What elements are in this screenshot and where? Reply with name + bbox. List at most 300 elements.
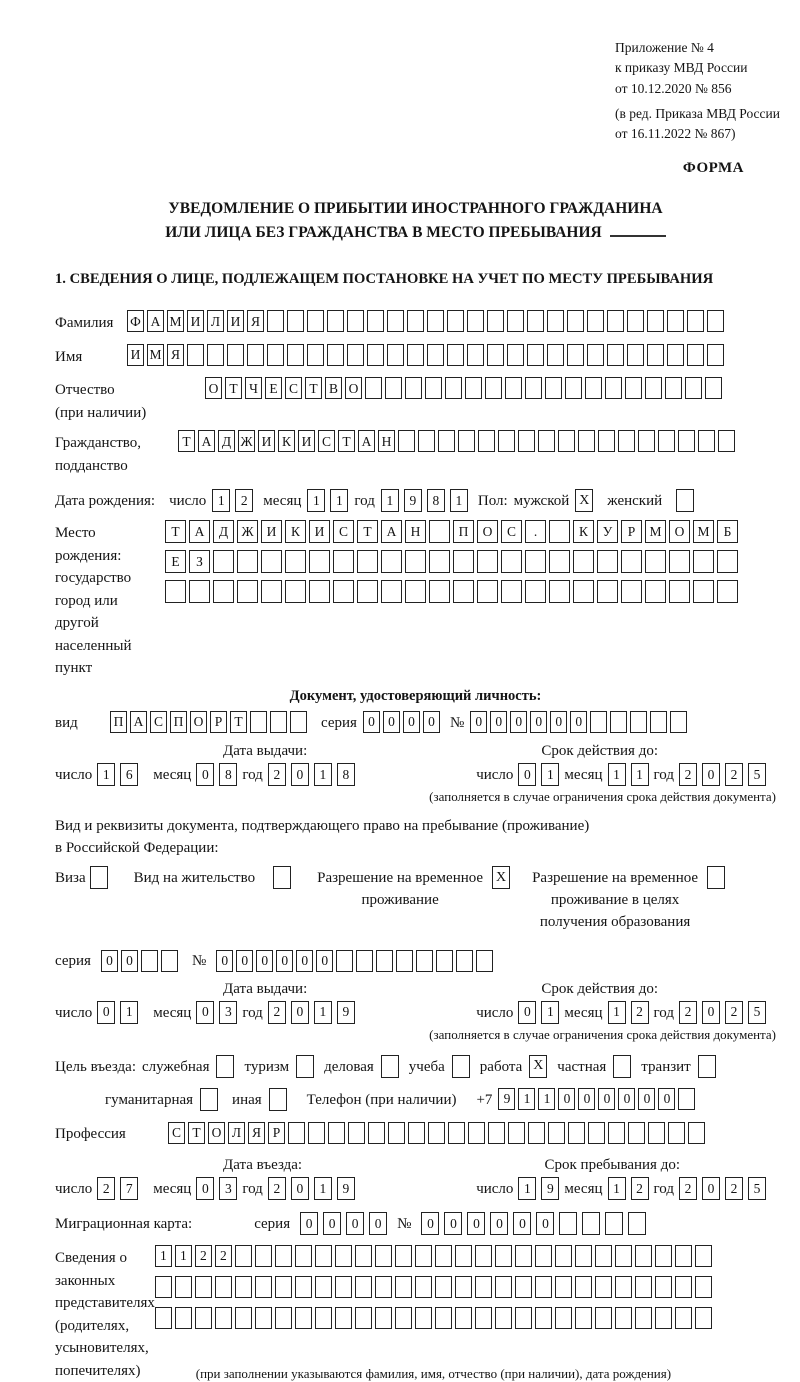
char-box[interactable] bbox=[597, 550, 618, 573]
char-box[interactable] bbox=[387, 344, 404, 366]
char-box[interactable] bbox=[549, 550, 570, 573]
char-box[interactable]: К bbox=[573, 520, 594, 543]
option-temp-residence-checkbox[interactable]: X bbox=[492, 866, 510, 889]
char-box[interactable] bbox=[250, 711, 267, 733]
char-box[interactable] bbox=[575, 1276, 592, 1298]
char-box[interactable] bbox=[668, 1122, 685, 1144]
char-box[interactable]: В bbox=[325, 377, 342, 399]
char-box[interactable] bbox=[475, 1307, 492, 1329]
char-box[interactable]: 1 bbox=[450, 489, 468, 512]
char-box[interactable]: 0 bbox=[702, 1001, 720, 1024]
char-box[interactable] bbox=[235, 1307, 252, 1329]
char-box[interactable]: Т bbox=[225, 377, 242, 399]
char-box[interactable] bbox=[267, 344, 284, 366]
char-box[interactable]: 1 bbox=[97, 763, 115, 786]
char-box[interactable] bbox=[207, 344, 224, 366]
char-box[interactable]: 9 bbox=[337, 1001, 355, 1024]
char-box[interactable] bbox=[610, 711, 627, 733]
char-box[interactable]: 0 bbox=[291, 1177, 309, 1200]
char-box[interactable]: Т bbox=[338, 430, 355, 452]
char-box[interactable]: 2 bbox=[679, 763, 697, 786]
char-box[interactable] bbox=[645, 580, 666, 603]
char-box[interactable] bbox=[429, 520, 450, 543]
char-box[interactable]: 0 bbox=[300, 1212, 318, 1235]
char-box[interactable] bbox=[468, 1122, 485, 1144]
char-box[interactable] bbox=[585, 377, 602, 399]
char-box[interactable] bbox=[477, 550, 498, 573]
char-box[interactable]: 1 bbox=[518, 1177, 536, 1200]
char-box[interactable] bbox=[545, 377, 562, 399]
char-box[interactable] bbox=[501, 550, 522, 573]
char-box[interactable]: 0 bbox=[121, 950, 138, 972]
purpose-humanitarian-checkbox[interactable] bbox=[200, 1088, 218, 1111]
char-box[interactable]: 0 bbox=[702, 1177, 720, 1200]
char-box[interactable] bbox=[605, 377, 622, 399]
char-box[interactable]: 0 bbox=[550, 711, 567, 733]
char-box[interactable] bbox=[635, 1307, 652, 1329]
char-box[interactable]: 2 bbox=[268, 763, 286, 786]
char-box[interactable] bbox=[647, 310, 664, 332]
char-box[interactable] bbox=[429, 550, 450, 573]
char-box[interactable]: 1 bbox=[608, 763, 626, 786]
char-box[interactable] bbox=[398, 430, 415, 452]
sex-male-checkbox[interactable]: X bbox=[575, 489, 593, 512]
char-box[interactable]: 2 bbox=[215, 1245, 232, 1267]
char-box[interactable] bbox=[675, 1276, 692, 1298]
char-box[interactable] bbox=[547, 344, 564, 366]
char-box[interactable]: И bbox=[127, 344, 144, 366]
char-box[interactable] bbox=[347, 344, 364, 366]
char-box[interactable] bbox=[141, 950, 158, 972]
char-box[interactable] bbox=[507, 310, 524, 332]
char-box[interactable] bbox=[527, 344, 544, 366]
char-box[interactable] bbox=[405, 580, 426, 603]
char-box[interactable] bbox=[415, 1245, 432, 1267]
char-box[interactable]: 7 bbox=[120, 1177, 138, 1200]
char-box[interactable] bbox=[335, 1276, 352, 1298]
char-box[interactable]: 0 bbox=[383, 711, 400, 733]
char-box[interactable]: 0 bbox=[196, 763, 214, 786]
char-box[interactable] bbox=[375, 1307, 392, 1329]
char-box[interactable] bbox=[495, 1276, 512, 1298]
char-box[interactable] bbox=[375, 1245, 392, 1267]
char-box[interactable]: Л bbox=[207, 310, 224, 332]
char-box[interactable]: 2 bbox=[679, 1001, 697, 1024]
char-box[interactable]: Ж bbox=[237, 520, 258, 543]
char-box[interactable]: . bbox=[525, 520, 546, 543]
char-box[interactable]: 0 bbox=[536, 1212, 554, 1235]
char-box[interactable]: Д bbox=[213, 520, 234, 543]
char-box[interactable]: 8 bbox=[427, 489, 445, 512]
char-box[interactable]: 3 bbox=[219, 1001, 237, 1024]
char-box[interactable]: Р bbox=[621, 520, 642, 543]
char-box[interactable] bbox=[717, 550, 738, 573]
char-box[interactable] bbox=[235, 1245, 252, 1267]
char-box[interactable] bbox=[447, 344, 464, 366]
char-box[interactable] bbox=[290, 711, 307, 733]
char-box[interactable]: З bbox=[189, 550, 210, 573]
char-box[interactable] bbox=[695, 1307, 712, 1329]
char-box[interactable] bbox=[487, 344, 504, 366]
char-box[interactable]: У bbox=[597, 520, 618, 543]
char-box[interactable] bbox=[667, 310, 684, 332]
char-box[interactable]: 0 bbox=[490, 711, 507, 733]
char-box[interactable]: Я bbox=[247, 310, 264, 332]
char-box[interactable] bbox=[648, 1122, 665, 1144]
char-box[interactable]: 0 bbox=[530, 711, 547, 733]
char-box[interactable] bbox=[507, 344, 524, 366]
char-box[interactable]: М bbox=[645, 520, 666, 543]
char-box[interactable] bbox=[315, 1245, 332, 1267]
char-box[interactable] bbox=[161, 950, 178, 972]
char-box[interactable] bbox=[495, 1245, 512, 1267]
char-box[interactable]: 1 bbox=[538, 1088, 555, 1110]
char-box[interactable] bbox=[309, 550, 330, 573]
char-box[interactable] bbox=[549, 580, 570, 603]
char-box[interactable] bbox=[678, 430, 695, 452]
char-box[interactable] bbox=[630, 711, 647, 733]
char-box[interactable] bbox=[573, 580, 594, 603]
char-box[interactable] bbox=[615, 1245, 632, 1267]
char-box[interactable]: О bbox=[205, 377, 222, 399]
char-box[interactable] bbox=[227, 344, 244, 366]
char-box[interactable] bbox=[575, 1307, 592, 1329]
char-box[interactable] bbox=[549, 520, 570, 543]
char-box[interactable] bbox=[567, 344, 584, 366]
char-box[interactable]: 0 bbox=[518, 1001, 536, 1024]
char-box[interactable]: 1 bbox=[381, 489, 399, 512]
char-box[interactable] bbox=[295, 1307, 312, 1329]
char-box[interactable] bbox=[448, 1122, 465, 1144]
char-box[interactable] bbox=[658, 430, 675, 452]
char-box[interactable]: 1 bbox=[155, 1245, 172, 1267]
char-box[interactable]: 2 bbox=[725, 1177, 743, 1200]
char-box[interactable]: А bbox=[198, 430, 215, 452]
char-box[interactable]: Н bbox=[405, 520, 426, 543]
char-box[interactable] bbox=[255, 1245, 272, 1267]
char-box[interactable]: 0 bbox=[598, 1088, 615, 1110]
char-box[interactable]: 1 bbox=[120, 1001, 138, 1024]
char-box[interactable] bbox=[635, 1276, 652, 1298]
char-box[interactable]: Л bbox=[228, 1122, 245, 1144]
char-box[interactable]: 0 bbox=[256, 950, 273, 972]
char-box[interactable]: 8 bbox=[337, 763, 355, 786]
char-box[interactable]: О bbox=[208, 1122, 225, 1144]
char-box[interactable] bbox=[418, 430, 435, 452]
char-box[interactable] bbox=[275, 1307, 292, 1329]
char-box[interactable] bbox=[355, 1307, 372, 1329]
char-box[interactable]: Я bbox=[167, 344, 184, 366]
char-box[interactable] bbox=[307, 310, 324, 332]
char-box[interactable]: 2 bbox=[268, 1001, 286, 1024]
char-box[interactable] bbox=[501, 580, 522, 603]
char-box[interactable]: И bbox=[227, 310, 244, 332]
char-box[interactable] bbox=[587, 344, 604, 366]
char-box[interactable] bbox=[388, 1122, 405, 1144]
char-box[interactable] bbox=[559, 1212, 577, 1235]
char-box[interactable] bbox=[155, 1307, 172, 1329]
char-box[interactable] bbox=[387, 310, 404, 332]
char-box[interactable] bbox=[385, 377, 402, 399]
char-box[interactable] bbox=[255, 1276, 272, 1298]
char-box[interactable] bbox=[535, 1276, 552, 1298]
char-box[interactable] bbox=[535, 1307, 552, 1329]
char-box[interactable] bbox=[408, 1122, 425, 1144]
char-box[interactable] bbox=[515, 1307, 532, 1329]
char-box[interactable]: 0 bbox=[638, 1088, 655, 1110]
char-box[interactable] bbox=[607, 310, 624, 332]
purpose-other-checkbox[interactable] bbox=[269, 1088, 287, 1111]
char-box[interactable] bbox=[582, 1212, 600, 1235]
char-box[interactable] bbox=[333, 580, 354, 603]
char-box[interactable] bbox=[309, 580, 330, 603]
char-box[interactable] bbox=[567, 310, 584, 332]
char-box[interactable] bbox=[315, 1307, 332, 1329]
char-box[interactable] bbox=[327, 344, 344, 366]
char-box[interactable] bbox=[685, 377, 702, 399]
char-box[interactable] bbox=[485, 377, 502, 399]
char-box[interactable] bbox=[247, 344, 264, 366]
char-box[interactable] bbox=[357, 580, 378, 603]
char-box[interactable] bbox=[367, 310, 384, 332]
char-box[interactable] bbox=[645, 377, 662, 399]
char-box[interactable]: 0 bbox=[578, 1088, 595, 1110]
char-box[interactable] bbox=[467, 344, 484, 366]
char-box[interactable] bbox=[687, 310, 704, 332]
char-box[interactable] bbox=[333, 550, 354, 573]
char-box[interactable] bbox=[295, 1276, 312, 1298]
char-box[interactable] bbox=[595, 1276, 612, 1298]
char-box[interactable] bbox=[488, 1122, 505, 1144]
char-box[interactable] bbox=[295, 1245, 312, 1267]
char-box[interactable]: Ж bbox=[238, 430, 255, 452]
char-box[interactable]: Е bbox=[165, 550, 186, 573]
char-box[interactable] bbox=[655, 1307, 672, 1329]
char-box[interactable] bbox=[628, 1212, 646, 1235]
char-box[interactable]: М bbox=[167, 310, 184, 332]
char-box[interactable]: О bbox=[477, 520, 498, 543]
char-box[interactable] bbox=[695, 1245, 712, 1267]
char-box[interactable] bbox=[348, 1122, 365, 1144]
char-box[interactable]: 0 bbox=[296, 950, 313, 972]
char-box[interactable] bbox=[467, 310, 484, 332]
char-box[interactable]: 2 bbox=[725, 1001, 743, 1024]
char-box[interactable] bbox=[645, 550, 666, 573]
char-box[interactable] bbox=[416, 950, 433, 972]
char-box[interactable] bbox=[607, 344, 624, 366]
char-box[interactable]: 0 bbox=[467, 1212, 485, 1235]
char-box[interactable] bbox=[669, 550, 690, 573]
char-box[interactable]: 1 bbox=[314, 1001, 332, 1024]
char-box[interactable]: И bbox=[187, 310, 204, 332]
char-box[interactable] bbox=[465, 377, 482, 399]
char-box[interactable] bbox=[675, 1245, 692, 1267]
char-box[interactable]: 2 bbox=[235, 489, 253, 512]
char-box[interactable] bbox=[667, 344, 684, 366]
char-box[interactable]: 1 bbox=[541, 1001, 559, 1024]
char-box[interactable] bbox=[475, 1245, 492, 1267]
char-box[interactable] bbox=[608, 1122, 625, 1144]
char-box[interactable]: 6 bbox=[120, 763, 138, 786]
char-box[interactable] bbox=[407, 344, 424, 366]
char-box[interactable] bbox=[555, 1276, 572, 1298]
char-box[interactable] bbox=[515, 1245, 532, 1267]
char-box[interactable] bbox=[627, 310, 644, 332]
purpose-official-checkbox[interactable] bbox=[216, 1055, 234, 1078]
char-box[interactable] bbox=[367, 344, 384, 366]
char-box[interactable] bbox=[287, 310, 304, 332]
char-box[interactable] bbox=[187, 344, 204, 366]
char-box[interactable] bbox=[615, 1307, 632, 1329]
char-box[interactable]: С bbox=[333, 520, 354, 543]
char-box[interactable] bbox=[675, 1307, 692, 1329]
char-box[interactable] bbox=[270, 711, 287, 733]
char-box[interactable]: 0 bbox=[518, 763, 536, 786]
char-box[interactable] bbox=[447, 310, 464, 332]
char-box[interactable]: 1 bbox=[518, 1088, 535, 1110]
char-box[interactable] bbox=[688, 1122, 705, 1144]
char-box[interactable] bbox=[428, 1122, 445, 1144]
char-box[interactable]: С bbox=[168, 1122, 185, 1144]
char-box[interactable]: М bbox=[147, 344, 164, 366]
char-box[interactable] bbox=[693, 550, 714, 573]
char-box[interactable] bbox=[538, 430, 555, 452]
char-box[interactable] bbox=[625, 377, 642, 399]
char-box[interactable] bbox=[650, 711, 667, 733]
char-box[interactable] bbox=[328, 1122, 345, 1144]
char-box[interactable]: Е bbox=[265, 377, 282, 399]
char-box[interactable] bbox=[518, 430, 535, 452]
char-box[interactable] bbox=[427, 344, 444, 366]
char-box[interactable]: 5 bbox=[748, 763, 766, 786]
char-box[interactable]: 1 bbox=[212, 489, 230, 512]
char-box[interactable] bbox=[427, 310, 444, 332]
char-box[interactable] bbox=[415, 1276, 432, 1298]
char-box[interactable] bbox=[547, 310, 564, 332]
char-box[interactable] bbox=[458, 430, 475, 452]
char-box[interactable]: 0 bbox=[570, 711, 587, 733]
char-box[interactable]: 2 bbox=[631, 1001, 649, 1024]
char-box[interactable] bbox=[327, 310, 344, 332]
char-box[interactable]: 1 bbox=[175, 1245, 192, 1267]
char-box[interactable] bbox=[707, 344, 724, 366]
char-box[interactable]: И bbox=[258, 430, 275, 452]
char-box[interactable] bbox=[175, 1307, 192, 1329]
char-box[interactable] bbox=[695, 1276, 712, 1298]
char-box[interactable] bbox=[455, 1245, 472, 1267]
char-box[interactable] bbox=[335, 1245, 352, 1267]
char-box[interactable]: 1 bbox=[314, 763, 332, 786]
char-box[interactable] bbox=[255, 1307, 272, 1329]
char-box[interactable]: 0 bbox=[216, 950, 233, 972]
char-box[interactable] bbox=[375, 1276, 392, 1298]
char-box[interactable] bbox=[456, 950, 473, 972]
char-box[interactable]: К bbox=[285, 520, 306, 543]
char-box[interactable]: С bbox=[150, 711, 167, 733]
char-box[interactable] bbox=[598, 430, 615, 452]
char-box[interactable]: 2 bbox=[631, 1177, 649, 1200]
char-box[interactable] bbox=[175, 1276, 192, 1298]
char-box[interactable] bbox=[213, 580, 234, 603]
char-box[interactable] bbox=[578, 430, 595, 452]
char-box[interactable] bbox=[455, 1276, 472, 1298]
char-box[interactable] bbox=[237, 550, 258, 573]
char-box[interactable] bbox=[621, 580, 642, 603]
char-box[interactable]: 9 bbox=[337, 1177, 355, 1200]
char-box[interactable]: 0 bbox=[513, 1212, 531, 1235]
char-box[interactable]: 2 bbox=[268, 1177, 286, 1200]
char-box[interactable]: 2 bbox=[679, 1177, 697, 1200]
char-box[interactable] bbox=[568, 1122, 585, 1144]
char-box[interactable] bbox=[669, 580, 690, 603]
char-box[interactable] bbox=[165, 580, 186, 603]
char-box[interactable]: 0 bbox=[346, 1212, 364, 1235]
char-box[interactable] bbox=[597, 580, 618, 603]
char-box[interactable]: А bbox=[130, 711, 147, 733]
char-box[interactable] bbox=[588, 1122, 605, 1144]
char-box[interactable]: С bbox=[501, 520, 522, 543]
char-box[interactable] bbox=[355, 1276, 372, 1298]
char-box[interactable] bbox=[698, 430, 715, 452]
char-box[interactable] bbox=[665, 377, 682, 399]
char-box[interactable] bbox=[189, 580, 210, 603]
char-box[interactable]: А bbox=[189, 520, 210, 543]
char-box[interactable]: 0 bbox=[421, 1212, 439, 1235]
char-box[interactable] bbox=[615, 1276, 632, 1298]
char-box[interactable]: Н bbox=[378, 430, 395, 452]
char-box[interactable] bbox=[718, 430, 735, 452]
char-box[interactable] bbox=[235, 1276, 252, 1298]
char-box[interactable]: М bbox=[693, 520, 714, 543]
char-box[interactable] bbox=[527, 310, 544, 332]
char-box[interactable]: 1 bbox=[307, 489, 325, 512]
char-box[interactable]: 0 bbox=[702, 763, 720, 786]
char-box[interactable]: 8 bbox=[219, 763, 237, 786]
char-box[interactable] bbox=[475, 1276, 492, 1298]
char-box[interactable] bbox=[376, 950, 393, 972]
char-box[interactable] bbox=[628, 1122, 645, 1144]
char-box[interactable] bbox=[288, 1122, 305, 1144]
char-box[interactable] bbox=[717, 580, 738, 603]
char-box[interactable]: 9 bbox=[541, 1177, 559, 1200]
char-box[interactable]: С bbox=[285, 377, 302, 399]
char-box[interactable]: П bbox=[110, 711, 127, 733]
char-box[interactable] bbox=[438, 430, 455, 452]
char-box[interactable]: 0 bbox=[558, 1088, 575, 1110]
char-box[interactable] bbox=[435, 1245, 452, 1267]
char-box[interactable] bbox=[495, 1307, 512, 1329]
char-box[interactable] bbox=[455, 1307, 472, 1329]
char-box[interactable] bbox=[498, 430, 515, 452]
char-box[interactable] bbox=[565, 377, 582, 399]
char-box[interactable] bbox=[555, 1245, 572, 1267]
option-visa-checkbox[interactable] bbox=[90, 866, 108, 889]
char-box[interactable] bbox=[627, 344, 644, 366]
char-box[interactable] bbox=[215, 1307, 232, 1329]
char-box[interactable]: 5 bbox=[748, 1001, 766, 1024]
char-box[interactable] bbox=[548, 1122, 565, 1144]
char-box[interactable]: 2 bbox=[195, 1245, 212, 1267]
char-box[interactable] bbox=[368, 1122, 385, 1144]
char-box[interactable] bbox=[407, 310, 424, 332]
char-box[interactable] bbox=[275, 1276, 292, 1298]
char-box[interactable] bbox=[395, 1307, 412, 1329]
char-box[interactable] bbox=[705, 377, 722, 399]
char-box[interactable]: 0 bbox=[423, 711, 440, 733]
char-box[interactable]: 1 bbox=[541, 763, 559, 786]
char-box[interactable]: 0 bbox=[97, 1001, 115, 1024]
char-box[interactable] bbox=[618, 430, 635, 452]
